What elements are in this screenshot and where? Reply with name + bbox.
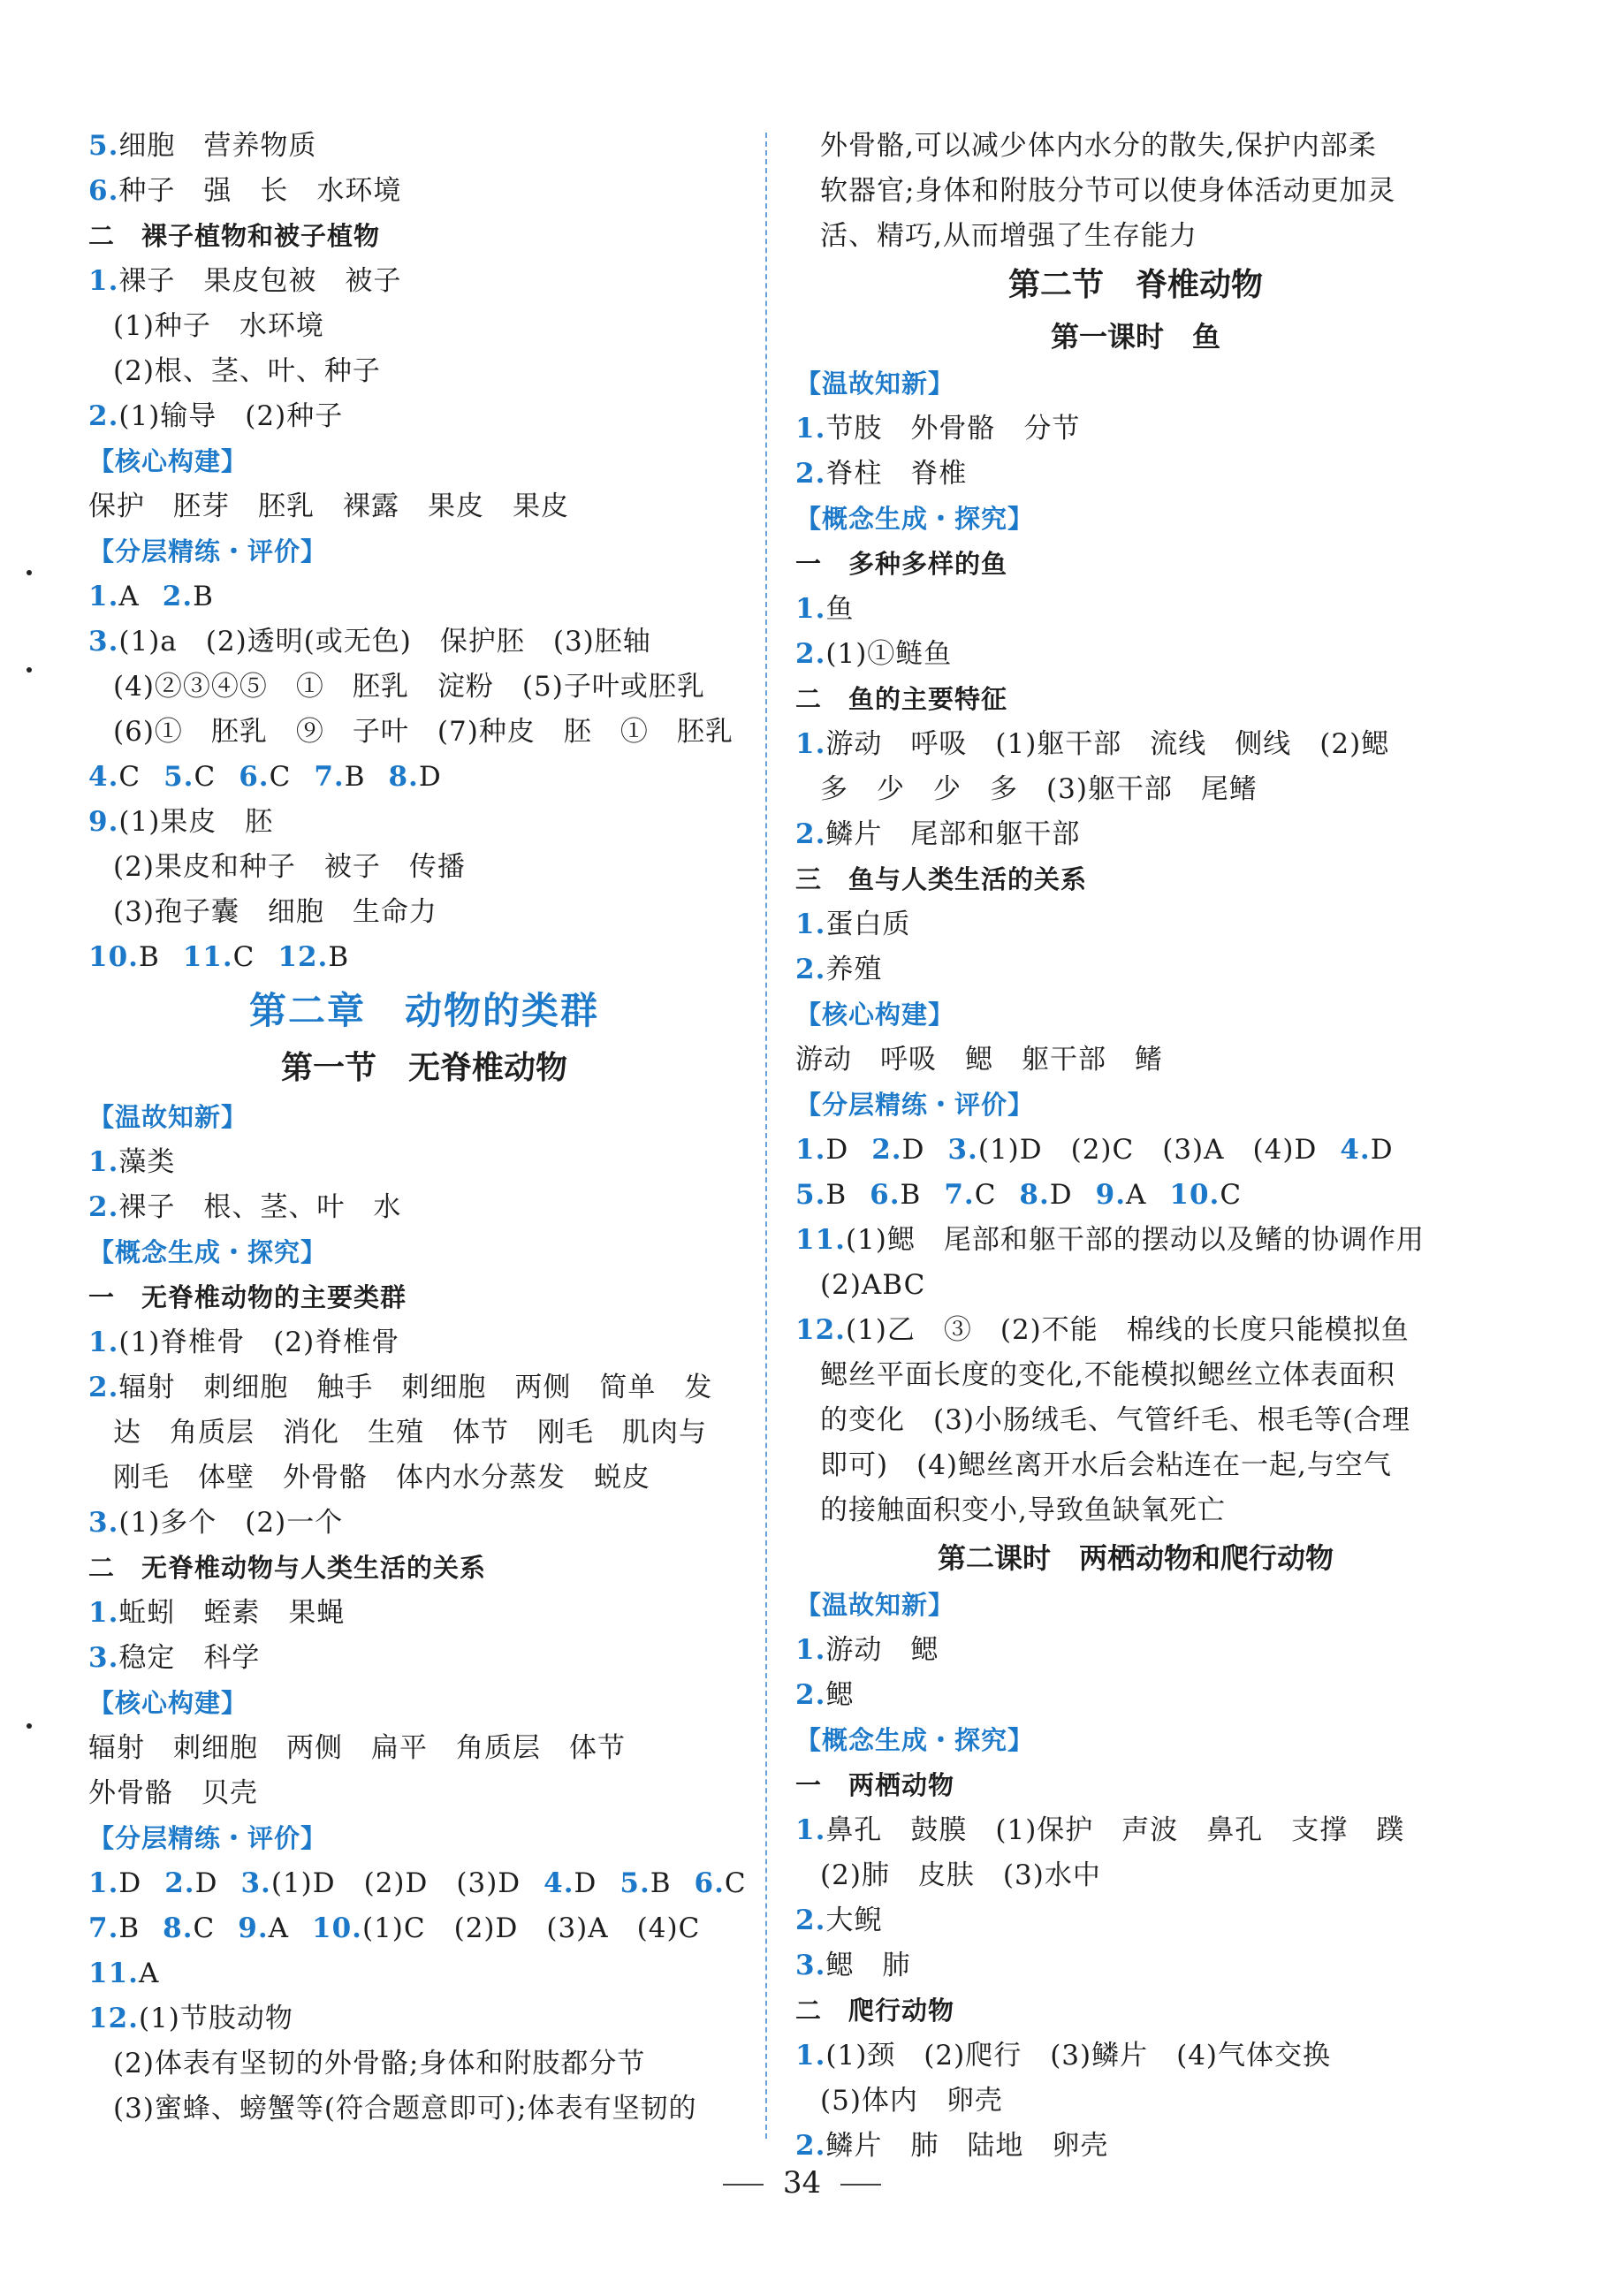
answer-text: B: [328, 941, 350, 973]
question-number: 9.: [1095, 1179, 1127, 1211]
question-number: 5.: [620, 1867, 650, 1899]
page-footer: [0, 2165, 1604, 2201]
question-number: 5.: [88, 130, 119, 162]
answer-text: (1)输导 (2)种子: [118, 400, 344, 432]
question-number: 1.: [88, 1146, 119, 1178]
question-number: 10.: [1169, 1179, 1220, 1211]
answer-continuation: (6)① 胚乳 ⑨ 子叶 (7)种皮 胚 ① 胚乳: [113, 716, 734, 748]
answer-text: 鳃 肺: [825, 1950, 911, 1981]
question-number: 6.: [694, 1867, 725, 1899]
answer-continuation: (4)②③④⑤ ① 胚乳 淀粉 (5)子叶或胚乳: [113, 671, 705, 703]
answer-text: (1)节肢动物: [138, 2003, 293, 2034]
answer-text: D: [118, 1867, 142, 1899]
question-number: 2.: [795, 2130, 826, 2162]
answer-text: D: [418, 761, 442, 793]
answer-continuation: (2)肺 皮肤 (3)水中: [820, 1859, 1101, 1891]
question-number: 3.: [88, 1642, 119, 1674]
answer-text: 辐射 刺细胞 触手 刺细胞 两侧 简单 发: [118, 1372, 713, 1403]
answer-continuation: 活、精巧,从而增强了生存能力: [820, 220, 1197, 252]
question-number: 2.: [795, 638, 826, 670]
category-tag: 【核心构建】: [795, 1000, 955, 1030]
question-number: 2.: [795, 458, 826, 490]
question-number: 1.: [795, 593, 826, 625]
question-number: 1.: [88, 1867, 119, 1899]
question-number: 1.: [795, 909, 826, 940]
answer-row: [88, 574, 760, 620]
answer-item: [795, 2124, 1476, 2169]
question-number: 12.: [88, 2003, 139, 2034]
question-number: 8.: [1019, 1179, 1050, 1211]
answer-text: (1)a (2)透明(或无色) 保护胚 (3)胚轴: [118, 626, 651, 658]
category-tag: 【概念生成・探究】: [795, 1725, 1035, 1755]
answer-row: [88, 755, 760, 800]
question-number: 1.: [88, 1327, 119, 1358]
column-divider: [765, 133, 767, 2139]
answer-item: [88, 1591, 760, 1636]
answer-item: [88, 620, 760, 665]
answer-text: (1)D (2)D (3)D: [270, 1867, 521, 1899]
question-number: 2.: [795, 1679, 826, 1711]
answer-text: 蛋白质: [825, 909, 911, 940]
margin-mark: [27, 667, 32, 673]
answer-text: 鳞片 尾部和躯干部: [825, 818, 1081, 850]
answer-row: [795, 1128, 1476, 1173]
question-number: 11.: [182, 941, 233, 973]
question-number: 3.: [240, 1867, 271, 1899]
answer-text: 脊柱 脊椎: [825, 458, 968, 490]
answer-continuation: 的变化 (3)小肠绒毛、气管纤毛、根毛等(合理: [820, 1404, 1411, 1436]
category-tag: 【核心构建】: [88, 1688, 248, 1718]
answer-text: A: [1126, 1179, 1147, 1211]
question-number: 11.: [88, 1958, 139, 1989]
chapter-title: 第二章 动物的类群: [248, 989, 599, 1032]
answer-item: [88, 800, 760, 845]
answer-continuation: 软器官;身体和附肢分节可以使身体活动更加灵: [820, 175, 1396, 207]
answer-text: 裸子 果皮包被 被子: [118, 265, 402, 297]
answer-text: 鳞片 肺 陆地 卵壳: [825, 2130, 1109, 2162]
answer-item: [795, 947, 1476, 992]
subsection-heading: 二 鱼的主要特征: [795, 684, 1008, 714]
answer-text: A: [118, 581, 140, 612]
answer-text: (1)①鲢鱼: [825, 638, 953, 670]
answer-item: [88, 1951, 760, 1996]
question-number: 6.: [239, 761, 270, 793]
answer-text: 裸子 根、茎、叶 水: [118, 1191, 402, 1223]
answer-item: [88, 259, 760, 304]
answer-line: 辐射 刺细胞 两侧 扁平 角质层 体节: [88, 1732, 626, 1764]
answer-continuation: 的接触面积变小,导致鱼缺氧死亡: [820, 1494, 1226, 1526]
question-number: 1.: [795, 413, 826, 445]
question-number: 4.: [1340, 1134, 1371, 1166]
subsection-heading: 一 两栖动物: [795, 1770, 955, 1800]
question-number: 10.: [88, 941, 139, 973]
answer-text: 游动 鳃: [825, 1634, 939, 1666]
answer-text: 细胞 营养物质: [118, 130, 317, 162]
answer-text: B: [193, 581, 214, 612]
answer-item: [795, 1628, 1476, 1673]
subsection-heading: 一 多种多样的鱼: [795, 549, 1008, 579]
answer-text: B: [344, 761, 366, 793]
answer-continuation: (5)体内 卵壳: [820, 2085, 1003, 2117]
section-title: 第二节 脊椎动物: [1007, 267, 1263, 303]
question-number: 12.: [795, 1314, 846, 1346]
answer-text: 鱼: [825, 593, 855, 625]
answer-item: [88, 1140, 760, 1185]
category-tag: 【温故知新】: [795, 369, 955, 399]
answer-continuation: 外骨骼,可以减少体内水分的散失,保护内部柔: [820, 130, 1377, 162]
answer-row: [88, 1861, 760, 1906]
question-number: 5.: [163, 761, 194, 793]
category-tag: 【分层精练・评价】: [88, 1823, 328, 1853]
answer-text: 蚯蚓 蛭素 果蝇: [118, 1597, 346, 1629]
answer-text: (1)果皮 胚: [118, 806, 274, 838]
answer-continuation: (2)根、茎、叶、种子: [113, 355, 381, 387]
question-number: 7.: [314, 761, 345, 793]
answer-item: [88, 124, 760, 169]
answer-continuation: 鳃丝平面长度的变化,不能模拟鳃丝立体表面积: [820, 1359, 1395, 1391]
lesson-title: 第二课时 两栖动物和爬行动物: [937, 1541, 1334, 1575]
question-number: 1.: [88, 581, 119, 612]
answer-text: C: [194, 761, 217, 793]
answer-item: [795, 1808, 1476, 1853]
question-number: 9.: [88, 806, 119, 838]
question-number: 10.: [312, 1912, 362, 1944]
answer-row: [88, 1906, 760, 1951]
answer-text: D: [574, 1867, 597, 1899]
answer-text: B: [900, 1179, 922, 1211]
answer-continuation: 多 少 少 多 (3)躯干部 尾鳍: [820, 773, 1258, 805]
question-number: 3.: [947, 1134, 978, 1166]
question-number: 1.: [88, 1597, 119, 1629]
answer-item: [795, 1943, 1476, 1988]
answer-item: [88, 1996, 760, 2041]
answer-text: C: [269, 761, 292, 793]
subsection-heading: 二 爬行动物: [795, 1996, 955, 2026]
answer-item: [88, 1185, 760, 1230]
answer-item: [795, 812, 1476, 857]
question-number: 2.: [871, 1134, 902, 1166]
category-tag: 【分层精练・评价】: [795, 1090, 1035, 1120]
answer-text: C: [974, 1179, 997, 1211]
answer-text: B: [650, 1867, 672, 1899]
answer-text: D: [901, 1134, 925, 1166]
answer-item: [795, 1308, 1476, 1353]
answer-row: [795, 1173, 1476, 1218]
answer-text: C: [724, 1867, 747, 1899]
answer-line: 外骨骼 贝壳: [88, 1777, 258, 1809]
left-column: [88, 124, 760, 2132]
margin-mark: [27, 570, 32, 575]
answer-text: B: [825, 1179, 848, 1211]
answer-text: A: [268, 1912, 290, 1944]
answer-text: 藻类: [118, 1146, 176, 1178]
answer-item: [795, 407, 1476, 452]
question-number: 4.: [88, 761, 119, 793]
lesson-title: 第一课时 鱼: [1050, 320, 1220, 354]
answer-continuation: (2)果皮和种子 被子 传播: [113, 851, 466, 883]
answer-line: 游动 呼吸 鳃 躯干部 鳍: [795, 1044, 1163, 1076]
answer-text: (1)乙 ③ (2)不能 棉线的长度只能模拟鱼: [845, 1314, 1410, 1346]
answer-text: 鳃: [825, 1679, 855, 1711]
answer-text: (1)颈 (2)爬行 (3)鳞片 (4)气体交换: [825, 2040, 1332, 2072]
answer-item: [795, 902, 1476, 947]
answer-continuation: (1)种子 水环境: [113, 310, 324, 342]
question-number: 1.: [795, 2040, 826, 2072]
question-number: 3.: [88, 626, 119, 658]
question-number: 2.: [162, 581, 194, 612]
question-number: 9.: [238, 1912, 269, 1944]
answer-continuation: (3)蜜蜂、螃蟹等(符合题意即可);体表有坚韧的: [113, 2093, 697, 2125]
answer-text: C: [118, 761, 141, 793]
answer-text: D: [194, 1867, 218, 1899]
question-number: 7.: [88, 1912, 119, 1944]
answer-text: 节肢 外骨骼 分节: [825, 413, 1081, 445]
answer-line: 保护 胚芽 胚乳 裸露 果皮 果皮: [88, 490, 569, 522]
answer-item: [795, 632, 1476, 677]
answer-continuation: (3)孢子囊 细胞 生命力: [113, 896, 437, 928]
margin-mark: [27, 1723, 32, 1729]
answer-text: 稳定 科学: [118, 1642, 261, 1674]
question-number: 2.: [88, 1372, 119, 1403]
section-title: 第一节 无脊椎动物: [280, 1050, 567, 1086]
answer-text: (1)鳃 尾部和躯干部的摆动以及鳍的协调作用: [845, 1224, 1425, 1256]
answer-text: C: [1220, 1179, 1243, 1211]
category-tag: 【分层精练・评价】: [88, 536, 328, 566]
subsection-heading: 一 无脊椎动物的主要类群: [88, 1282, 407, 1312]
question-number: 12.: [277, 941, 329, 973]
subsection-heading: 二 裸子植物和被子植物: [88, 221, 381, 251]
answer-text: D: [1049, 1179, 1073, 1211]
question-number: 1.: [795, 728, 826, 760]
footer-dash-right: [840, 2184, 881, 2186]
question-number: 2.: [88, 400, 119, 432]
answer-text: 大鲵: [825, 1904, 883, 1936]
answer-continuation: 刚毛 体壁 外骨骼 体内水分蒸发 蜕皮: [113, 1462, 650, 1494]
question-number: 1.: [795, 1634, 826, 1666]
answer-text: C: [232, 941, 255, 973]
question-number: 3.: [88, 1507, 119, 1539]
question-number: 2.: [88, 1191, 119, 1223]
subsection-heading: 三 鱼与人类生活的关系: [795, 864, 1088, 894]
answer-text: (1)脊椎骨 (2)脊椎骨: [118, 1327, 400, 1358]
question-number: 3.: [795, 1950, 826, 1981]
question-number: 7.: [944, 1179, 975, 1211]
category-tag: 【概念生成・探究】: [795, 504, 1035, 534]
answer-text: C: [193, 1912, 216, 1944]
answer-text: 鼻孔 鼓膜 (1)保护 声波 鼻孔 支撑 蹼: [825, 1814, 1405, 1846]
answer-item: [88, 1501, 760, 1546]
category-tag: 【概念生成・探究】: [88, 1237, 328, 1267]
question-number: 2.: [795, 954, 826, 985]
question-number: 1.: [795, 1814, 826, 1846]
category-tag: 【核心构建】: [88, 446, 248, 476]
answer-text: D: [1370, 1134, 1394, 1166]
answer-continuation: 即可) (4)鳃丝离开水后会粘连在一起,与空气: [820, 1449, 1392, 1481]
answer-row: [88, 935, 760, 980]
answer-item: [88, 169, 760, 214]
answer-text: A: [138, 1958, 160, 1989]
footer-dash-left: [723, 2184, 764, 2186]
question-number: 6.: [88, 175, 119, 207]
subsection-heading: 二 无脊椎动物与人类生活的关系: [88, 1553, 487, 1583]
question-number: 2.: [795, 1904, 826, 1936]
answer-item: [795, 1898, 1476, 1943]
question-number: 1.: [88, 265, 119, 297]
answer-text: B: [118, 1912, 141, 1944]
answer-text: 种子 强 长 水环境: [118, 175, 402, 207]
question-number: 8.: [388, 761, 419, 793]
answer-item: [795, 1673, 1476, 1718]
answer-item: [795, 1218, 1476, 1263]
answer-item: [795, 452, 1476, 497]
page-number: 34: [782, 2165, 822, 2201]
question-number: 2.: [164, 1867, 195, 1899]
answer-item: [88, 1320, 760, 1365]
answer-continuation: 达 角质层 消化 生殖 体节 刚毛 肌肉与: [113, 1417, 707, 1448]
category-tag: 【温故知新】: [88, 1102, 248, 1132]
question-number: 5.: [795, 1179, 826, 1211]
answer-text: B: [138, 941, 160, 973]
answer-text: 养殖: [825, 954, 883, 985]
question-number: 11.: [795, 1224, 846, 1256]
right-column: [795, 124, 1476, 2169]
question-number: 6.: [870, 1179, 901, 1211]
answer-text: 游动 呼吸 (1)躯干部 流线 侧线 (2)鳃: [825, 728, 1390, 760]
question-number: 8.: [163, 1912, 194, 1944]
answer-text: (1)多个 (2)一个: [118, 1507, 344, 1539]
answer-item: [88, 394, 760, 439]
question-number: 4.: [544, 1867, 574, 1899]
answer-continuation: (2)ABC: [820, 1269, 926, 1301]
question-number: 1.: [795, 1134, 826, 1166]
answer-item: [88, 1636, 760, 1681]
answer-text: (1)D (2)C (3)A (4)D: [977, 1134, 1318, 1166]
answer-item: [795, 722, 1476, 767]
answer-text: (1)C (2)D (3)A (4)C: [361, 1912, 701, 1944]
answer-item: [795, 2034, 1476, 2079]
answer-item: [88, 1365, 760, 1410]
question-number: 2.: [795, 818, 826, 850]
category-tag: 【温故知新】: [795, 1590, 955, 1620]
answer-item: [795, 587, 1476, 632]
answer-continuation: (2)体表有坚韧的外骨骼;身体和附肢都分节: [113, 2048, 646, 2079]
answer-text: D: [825, 1134, 849, 1166]
